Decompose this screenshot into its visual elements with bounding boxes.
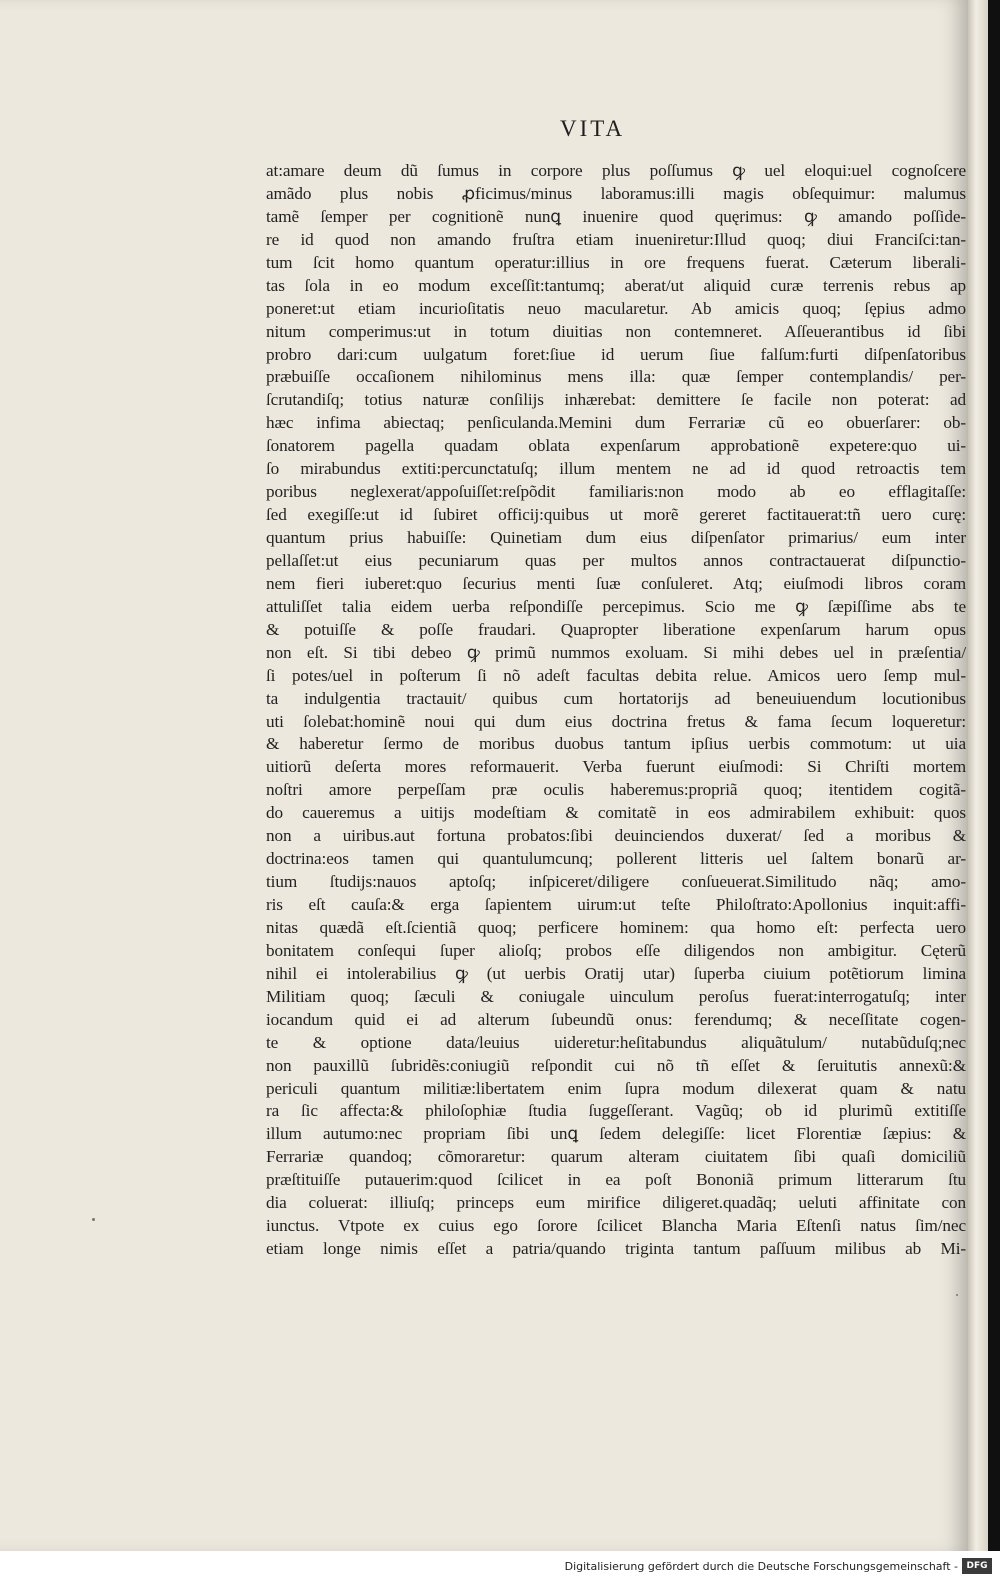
text-line: non a uiribus.aut fortuna probatos:ſibi deuinciendos duxerat/ ſed a moribus &	[266, 826, 966, 846]
text-line: tium ſtudijs:nauos aptoſq; inſpiceret/diligere conſueuerat.Similitudo nãq; amo-	[266, 872, 966, 892]
text-line: ris eſt cauſa:& erga ſapientem uirum:ut teſte Philoſtrato:Apollonius inquit:affi-	[266, 895, 966, 914]
text-line: poribus neglexerat/appoſuiſſet:reſpõdit familiaris:non modo ab eo efflagitaſſe:	[266, 482, 966, 502]
text-line: amãdo plus nobis ꝓficimus/minus laboramus:illi magis obſequimur: malumus	[266, 183, 966, 203]
text-line: noſtri amore perpeſſam præ oculis haberemus:propriã quoq; itentidem cogitã-	[266, 780, 966, 800]
text-line: præbuiſſe occaſionem nihilominus mens illa: quæ ſemper contemplandis/ per-	[266, 367, 966, 387]
text-line: nitas quædã eſt.ſcientiã quoq; perficere hominem: qua homo eſt: perfecta uero	[266, 917, 966, 937]
text-line: iunctus. Vtpote ex cuius ego ſorore ſcilicet Blancha Maria Eſtenſi natus ſim/nec	[266, 1216, 966, 1236]
text-line: tum ſcit homo quantum operatur:illius in ore frequens fuerat. Cæterum liberali-	[266, 252, 966, 272]
text-line: probro dari:cum uulgatum foret:ſiue id uerum ſiue falſum:furti diſpenſatoribus	[266, 344, 966, 364]
text-line: tas ſola in eo modum exceſſit:tantumq; aberat/ut aliquid curæ terrenis rebus ap	[266, 275, 966, 295]
text-line: etiam longe nimis eſſet a patria/quando triginta tantum paſſuum milibus ab Mi-	[266, 1239, 966, 1259]
text-block	[266, 160, 966, 1261]
text-line: poneret:ut etiam incurioſitatis neuo macularetur. Ab amicis quoq; ſępius admo	[266, 298, 966, 318]
text-line: dia coluerat: illiuſq; princeps eum mirifice diligeret.quadãq; ueluti affinitate con	[266, 1193, 966, 1213]
text-line: at:amare deum dũ ſumus in corpore plus poſſumus ꝙ uel eloqui:uel cognoſcere	[266, 161, 966, 180]
text-line: doctrina:eos tamen qui quantulumcunq; pollerent litteris uel ſaltem bonarũ ar-	[266, 849, 966, 869]
text-line: Militiam quoq; ſæculi & coniugale uinculum peroſus fuerat:interrogatuſq; inter	[266, 986, 966, 1006]
text-line: hæc infima abiectaq; penſiculanda.Memini dum Ferrariæ cũ eo obuerſarer: ob-	[266, 413, 966, 433]
text-line: periculi quantum militiæ:libertatem enim ſupra modum dilexerat quam & natu	[266, 1078, 966, 1098]
text-line: uti ſolebat:hominẽ noui qui dum eius doctrina fretus & fama ſecum loqueretur:	[266, 711, 966, 731]
text-line: quantum prius habuiſſe: Quinetiam dum eius diſpenſator primarius/ eum inter	[266, 528, 966, 547]
text-line: non eſt. Si tibi debeo ꝙ primũ nummos exoluam. Si mihi debes uel in præſentia/	[266, 642, 966, 662]
text-line: do caueremus a uitijs modeſtiam & comitatẽ in eos admirabilem exhibuit: quos	[266, 803, 966, 823]
text-line: non pauxillũ ſubridẽs:coniugiũ reſpondit cui nõ tñ eſſet & ſeruitutis annexũ:&	[266, 1055, 966, 1075]
page-edge	[968, 0, 988, 1551]
text-line: tamẽ ſemper per cognitionẽ nunꝗ inuenire quod quęrimus: ꝙ amando poſſide-	[266, 206, 966, 226]
text-line: ſo mirabundus extiti:percunctatuſq; illum mentem ne ad id quod retroactis tem	[266, 459, 966, 479]
paper-speck	[956, 1294, 958, 1296]
text-line: bonitatem conſequi ſuper alioſq; probos eſſe diligendos non ambigitur. Cęterũ	[266, 940, 966, 960]
text-line: pellaſſet:ut eius pecuniarum quas per multos annos contractauerat diſpunctio-	[266, 550, 966, 570]
funding-credit: Digitalisierung gefördert durch die Deutsche Forschungsgemeinschaft -	[564, 1560, 958, 1573]
text-line: ra ſic affecta:& philoſophiæ ſtudia ſuggeſſerant. Vagũq; ob id plurimũ extitiſſe	[266, 1101, 966, 1121]
scan-border	[988, 0, 1000, 1551]
text-line: ſi potes/uel in poſterum ſi nõ adeſt facultas debita relue. Amicos uero ſemp mul-	[266, 665, 966, 685]
footer-bar	[0, 1551, 1000, 1583]
text-line: Ferrariæ quandoq; cõmoraretur: quarum alteram ciuitatem ſibi quaſi domiciliũ	[266, 1147, 966, 1167]
text-line: attuliſſet talia eidem uerba reſpondiſſe percepimus. Scio me ꝙ ſæpiſſime abs te	[266, 596, 966, 616]
text-line: nihil ei intolerabilius ꝙ (ut uerbis Oratij utar) ſuperba ciuium potẽtiorum limina	[266, 963, 966, 983]
text-line: & haberetur ſermo de moribus duobus tantum ipſius uerbis commotum: ut uia	[266, 734, 966, 754]
dfg-logo: DFG	[962, 1558, 992, 1574]
text-line: & potuiſſe & poſſe fraudari. Quapropter liberatione expenſarum harum opus	[266, 619, 966, 639]
text-line: iocandum quid ei ad alterum ſubeundũ onus: ferendumq; & neceſſitate cogen-	[266, 1009, 966, 1029]
text-line: ſcrutandiſq; totius naturæ conſilijs inhærebat: demittere ſe facile non poterat: ad	[266, 390, 966, 410]
text-line: ſonatorem pagella quadam oblata expenſarum approbationẽ expetere:quo ui-	[266, 436, 966, 456]
text-line: nitum comperimus:ut in totum diuitias non contemneret. Aſſeuerantibus id ſibi	[266, 321, 966, 341]
text-line: præſtituiſſe putauerim:quod ſcilicet in ea poſt Bononiã primum litterarum ſtu	[266, 1170, 966, 1190]
text-line: nem fieri iuberet:quo ſecurius menti ſuæ conſuleret. Atq; eiuſmodi libros coram	[266, 573, 966, 593]
text-line: re id quod non amando fruſtra etiam inueniretur:Illud quoq; diui Franciſci:tan-	[266, 229, 966, 249]
text-line: ſed exegiſſe:ut id ſubiret officij:quibus ut morẽ gereret factitauerat:tñ uero curę:	[266, 505, 966, 525]
running-head: VITA	[560, 116, 626, 141]
text-line: uitiorũ deſerta mores reformauerit. Verba fuerunt eiuſmodi: Si Chriſti mortem	[266, 757, 966, 777]
text-line: illum autumo:nec propriam ſibi unꝗ ſedem delegiſſe: licet Florentiæ ſæpius: &	[266, 1124, 966, 1144]
text-line: te & optione data/leuius uideretur:heſitabundus aliquãtulum/ nutabũduſq;nec	[266, 1032, 966, 1052]
paper-speck	[92, 1218, 95, 1221]
text-line: ta indulgentia tractauit/ quibus cum hortatorijs ad beneuiuendum locutionibus	[266, 688, 966, 708]
